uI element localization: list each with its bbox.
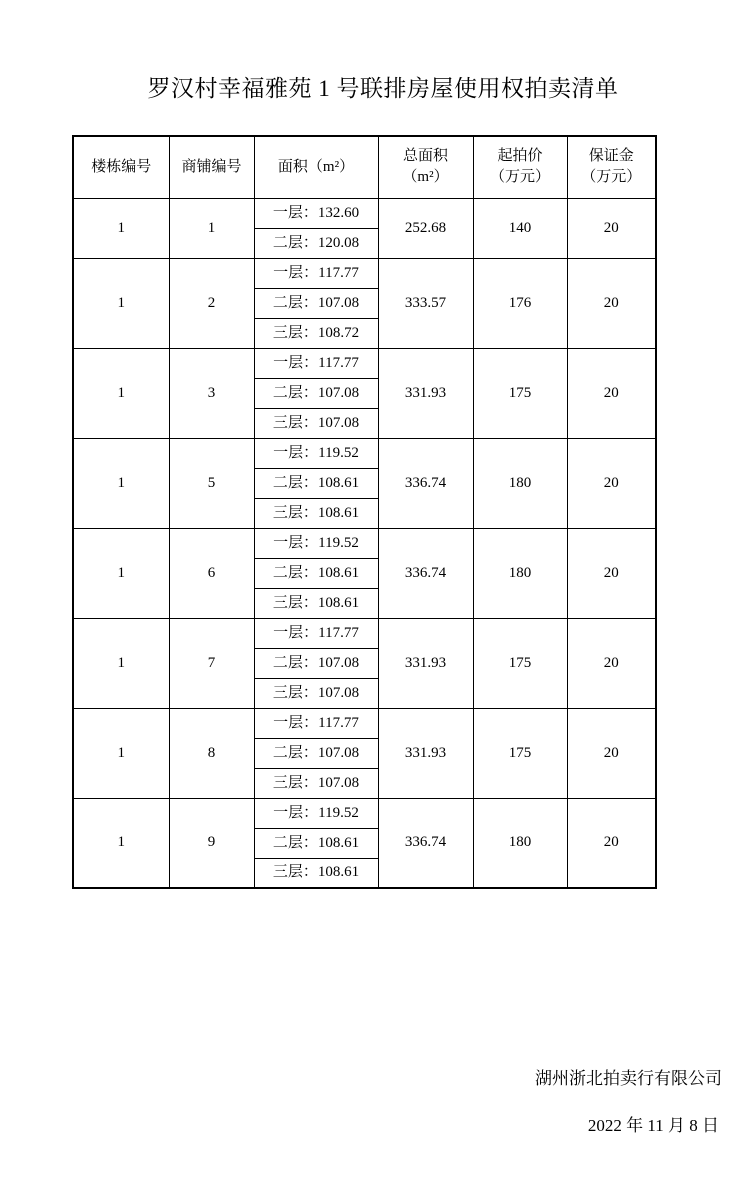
cell-floor-area: 二层：108.61 <box>254 468 378 498</box>
cell-deposit: 20 <box>567 618 656 708</box>
table-row <box>73 528 656 558</box>
cell-floor-area: 三层：107.08 <box>254 678 378 708</box>
cell-deposit: 20 <box>567 198 656 258</box>
auction-table <box>72 135 657 889</box>
col-header-deposit-label: 保证金 <box>588 148 634 165</box>
cell-floor-area: 一层：119.52 <box>254 798 378 828</box>
cell-floor-area: 一层：119.52 <box>254 528 378 558</box>
cell-total-area: 331.93 <box>378 618 473 708</box>
cell-floor-area: 三层：108.72 <box>254 318 378 348</box>
cell-shop-number: 7 <box>169 618 254 708</box>
cell-deposit: 20 <box>567 798 656 888</box>
cell-shop-number: 2 <box>169 258 254 348</box>
cell-total-area: 331.93 <box>378 348 473 438</box>
cell-floor-area: 二层：108.61 <box>254 828 378 858</box>
cell-floor-area: 二层：107.08 <box>254 288 378 318</box>
cell-building-number: 1 <box>73 258 169 348</box>
cell-building-number: 1 <box>73 618 169 708</box>
cell-floor-area: 二层：107.08 <box>254 378 378 408</box>
table-row <box>73 258 656 288</box>
cell-floor-area: 三层：107.08 <box>254 408 378 438</box>
cell-building-number: 1 <box>73 198 169 258</box>
cell-floor-area: 二层：107.08 <box>254 648 378 678</box>
table-row <box>73 198 656 228</box>
cell-total-area: 336.74 <box>378 528 473 618</box>
col-header-start-price-label: 起拍价 <box>497 148 543 165</box>
cell-floor-area: 二层：107.08 <box>254 738 378 768</box>
footer-company: 湖州浙北拍卖行有限公司 <box>535 1069 722 1088</box>
col-header-start-price-unit: （万元） <box>489 169 550 186</box>
cell-shop-number: 9 <box>169 798 254 888</box>
cell-building-number: 1 <box>73 528 169 618</box>
cell-shop-number: 5 <box>169 438 254 528</box>
cell-total-area: 336.74 <box>378 798 473 888</box>
col-header-deposit-unit: （万元） <box>581 169 642 186</box>
cell-start-price: 176 <box>473 258 567 348</box>
cell-floor-area: 一层：132.60 <box>254 198 378 228</box>
col-header-area <box>254 136 378 198</box>
table-header-row <box>73 136 656 198</box>
footer-date: 2022 年 11 月 8 日 <box>587 1116 719 1135</box>
cell-building-number: 1 <box>73 708 169 798</box>
cell-shop-number: 6 <box>169 528 254 618</box>
col-header-deposit <box>567 136 656 198</box>
col-header-building <box>73 136 169 198</box>
cell-floor-area: 一层：117.77 <box>254 618 378 648</box>
cell-shop-number: 8 <box>169 708 254 798</box>
cell-building-number: 1 <box>73 438 169 528</box>
cell-total-area: 331.93 <box>378 708 473 798</box>
cell-shop-number: 3 <box>169 348 254 438</box>
cell-start-price: 175 <box>473 348 567 438</box>
table-row <box>73 348 656 378</box>
cell-floor-area: 一层：117.77 <box>254 258 378 288</box>
cell-floor-area: 一层：117.77 <box>254 348 378 378</box>
col-header-area-label: 面积（m²） <box>277 158 355 175</box>
cell-deposit: 20 <box>567 438 656 528</box>
cell-floor-area: 二层：108.61 <box>254 558 378 588</box>
cell-start-price: 180 <box>473 438 567 528</box>
cell-start-price: 180 <box>473 528 567 618</box>
cell-building-number: 1 <box>73 348 169 438</box>
cell-start-price: 175 <box>473 708 567 798</box>
cell-start-price: 175 <box>473 618 567 708</box>
document-footer <box>535 1064 722 1136</box>
cell-start-price: 140 <box>473 198 567 258</box>
col-header-start-price <box>473 136 567 198</box>
cell-total-area: 336.74 <box>378 438 473 528</box>
cell-deposit: 20 <box>567 348 656 438</box>
table-row <box>73 798 656 828</box>
cell-floor-area: 三层：107.08 <box>254 768 378 798</box>
cell-deposit: 20 <box>567 258 656 348</box>
cell-floor-area: 一层：119.52 <box>254 438 378 468</box>
cell-floor-area: 二层：120.08 <box>254 228 378 258</box>
col-header-building-label: 楼栋编号 <box>91 158 152 175</box>
cell-shop-number: 1 <box>169 198 254 258</box>
cell-floor-area: 一层：117.77 <box>254 708 378 738</box>
table-row <box>73 708 656 738</box>
cell-deposit: 20 <box>567 708 656 798</box>
table-row <box>73 438 656 468</box>
col-header-total-area <box>378 136 473 198</box>
cell-floor-area: 三层：108.61 <box>254 588 378 618</box>
cell-floor-area: 三层：108.61 <box>254 498 378 528</box>
col-header-shop <box>169 136 254 198</box>
col-header-shop-label: 商铺编号 <box>181 158 242 175</box>
cell-start-price: 180 <box>473 798 567 888</box>
cell-deposit: 20 <box>567 528 656 618</box>
page-title: 罗汉村幸福雅苑 1 号联排房屋使用权拍卖清单 <box>147 76 619 101</box>
cell-floor-area: 三层：108.61 <box>254 858 378 888</box>
cell-total-area: 252.68 <box>378 198 473 258</box>
col-header-total-area-label: 总面积 <box>402 148 448 165</box>
cell-building-number: 1 <box>73 798 169 888</box>
table-row <box>73 618 656 648</box>
col-header-total-area-unit: （m²） <box>402 169 449 186</box>
cell-total-area: 333.57 <box>378 258 473 348</box>
